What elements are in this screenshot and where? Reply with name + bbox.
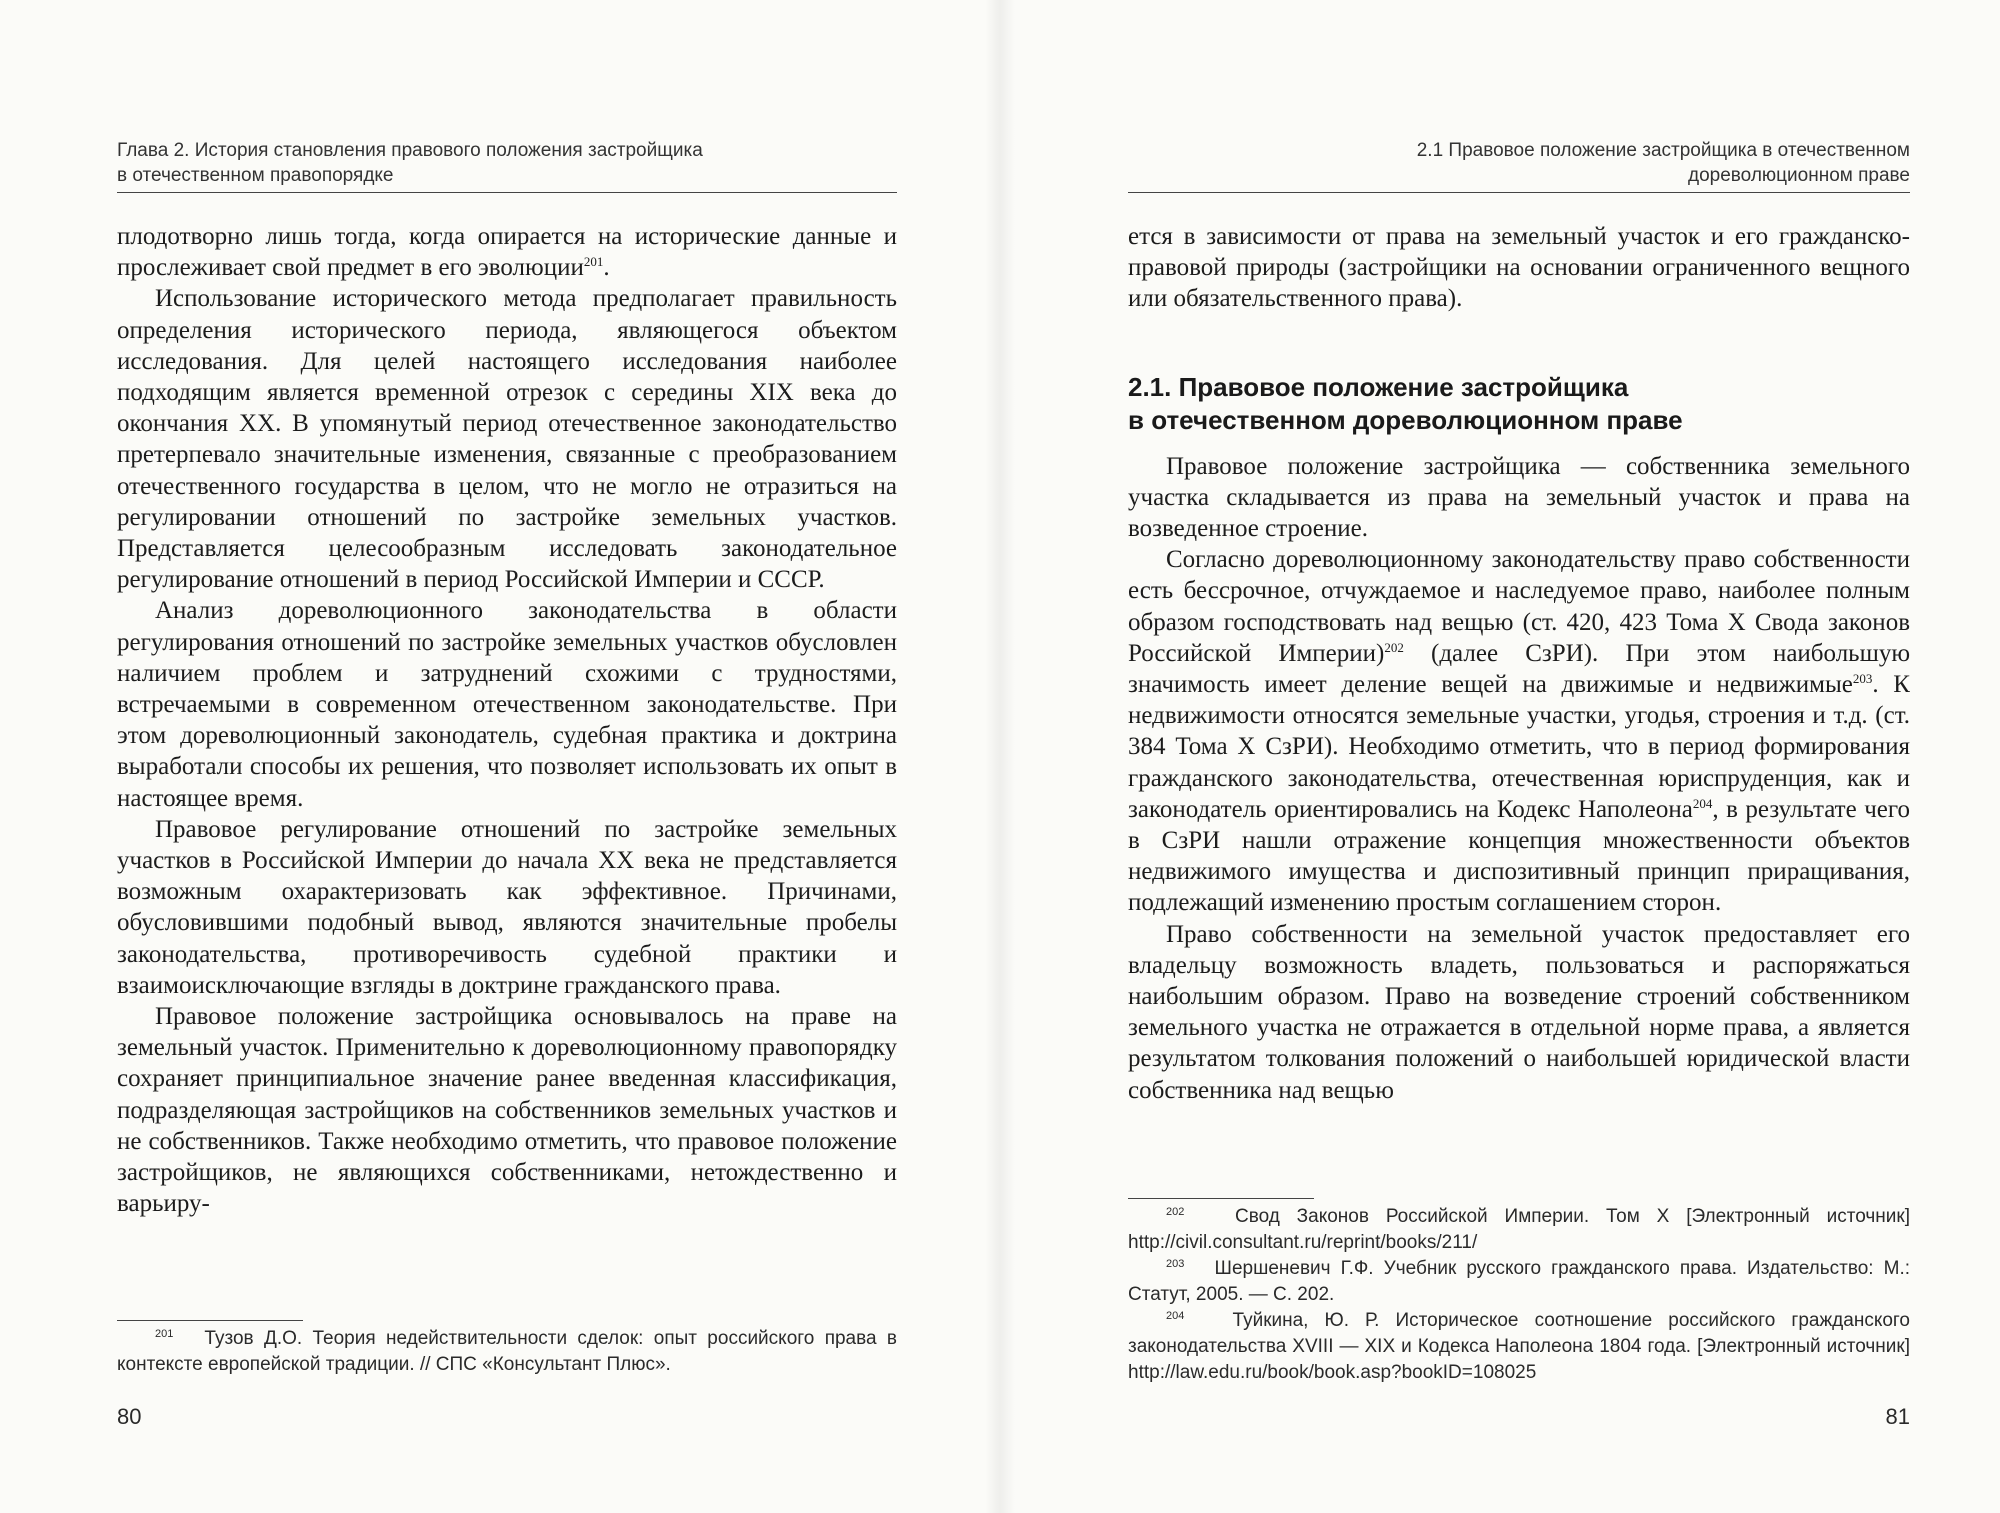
footnote-number: 203 bbox=[1166, 1258, 1185, 1270]
section-heading bbox=[1128, 371, 1910, 437]
footnotes bbox=[1128, 1204, 1910, 1386]
page-number: 80 bbox=[117, 1404, 142, 1429]
footnotes bbox=[117, 1326, 897, 1378]
running-head bbox=[117, 138, 897, 188]
footnote: $^{203}$ Шершеневич Г.Ф. Учебник русского гражданского права. Издательство: М.: Статут, 2005. — С. 202. bbox=[1128, 1258, 1910, 1305]
footnote-rule bbox=[117, 1320, 303, 1321]
footnote: $^{201}$ Тузов Д.О. Теория недействительности сделок: опыт российского права в контексте европейской традиции. // СПС «Консультант Плюс». bbox=[117, 1328, 897, 1375]
paragraph: Правовое регулирование отношений по застройке земельных участков в Российской Империи до начала XX века не представляется возможным охарактеризовать как эффективное. Причинами, обусловившими подобный вывод, являются значительные пробелы законодательства, противоречивость судебной практики и взаимоисключающие взгляды в доктрине гражданского права. bbox=[117, 815, 897, 999]
footnote-ref: 204 bbox=[1692, 795, 1713, 811]
page-number: 81 bbox=[1885, 1404, 1910, 1429]
footnote: $^{204}$ Туйкина, Ю. Р. Историческое соотношение российского гражданского законодательства XVIII — XIX и Кодекса Наполеона 1804 года. [Электронный источник] http://law.edu.ru/book/book.asp?bookID=108025 bbox=[1128, 1310, 1910, 1383]
paragraph: Правовое положение застройщика — собственника земельного участка складывается из права на земельный участок и права на возведенное строение. bbox=[1128, 452, 1910, 543]
footnote-number: 201 bbox=[155, 1328, 174, 1340]
footnote-number: 204 bbox=[1166, 1310, 1185, 1322]
section-heading-line: в отечественном дореволюционном праве bbox=[1128, 404, 1683, 435]
header-rule bbox=[1128, 192, 1910, 193]
footnote-ref: 202 bbox=[1384, 639, 1404, 655]
running-head bbox=[1128, 138, 1910, 188]
body-text bbox=[117, 221, 897, 1220]
section-heading-line: 2.1. Правовое положение застройщика bbox=[1128, 371, 1629, 402]
paragraph: плодотворно лишь тогда, когда опирается на исторические данные и прослеживает свой предмет в его эволюции$^{201}$. bbox=[117, 223, 897, 282]
footnote-ref: 201 bbox=[583, 254, 604, 270]
body-text bbox=[1128, 221, 1910, 1106]
footnote-rule bbox=[1128, 1198, 1314, 1199]
right-page bbox=[1000, 0, 2000, 1513]
paragraph: Согласно дореволюционному законодательству право собственности есть бессрочное, отчуждаемое и наследуемое право, наиболее полным образом господствовать над вещью (ст. 420, 423 Тома X Свода законов Российской Империи)$^{202}$ (далее СзРИ). При этом наибольшую значимость имеет деление вещей на движимые и недвижимые$^{203}$. К недвижимости относятся земельные участки, угодья, строения и т.д. (ст. 384 Тома X СзРИ). Необходимо отметить, что в период формирования гражданского законодательства, отечественная юриспруденция, как и законодатель ориентировались на Кодекс Наполеона$^{204}$, в результате чего в СзРИ нашли отражение концепция множественности объектов недвижимого имущества и диспозитивный принцип приращивания, подлежащий изменению простым соглашением сторон. bbox=[1128, 546, 1911, 917]
running-head-line: в отечественном правопорядке bbox=[117, 165, 394, 186]
footnote-ref: 203 bbox=[1852, 671, 1873, 687]
running-head-line: дореволюционном праве bbox=[1688, 165, 1910, 186]
paragraph: Анализ дореволюционного законодательства в области регулирования отношений по застройке земельных участков обусловлен наличием проблем и затруднений схожими с трудностями, встречаемыми в современном отечественном законодательстве. При этом дореволюционный законодатель, судебная практика и доктрина выработали способы их решения, что позволяет использовать их опыт в настоящее время. bbox=[117, 597, 897, 812]
paragraph: Правовое положение застройщика основывалось на праве на земельный участок. Применительно к дореволюционному правопорядку сохраняет принципиальное значение ранее введенная классификация, подразделяющая застройщиков на собственников земельных участков и не собственников. Также необходимо отметить, что правовое положение застройщиков, не являющихся собственниками, нетождественно и варьиру- bbox=[117, 1003, 897, 1218]
header-rule bbox=[117, 192, 897, 193]
footnote-number: 202 bbox=[1166, 1206, 1185, 1218]
paragraph: Использование исторического метода предполагает правильность определения исторического периода, являющегося объектом исследования. Для целей настоящего исследования наиболее подходящим является временной отрезок с середины XIX века до окончания XX. В упомянутый период отечественное законодательство претерпевало значительные изменения, связанные с преобразованием отечественного государства в целом, что не могло не отразиться на регулировании отношений по застройке земельных участков. Представляется целесообразным исследовать законодательное регулирование отношений в период Российской Империи и СССР. bbox=[117, 285, 897, 594]
running-head-line: 2.1 Правовое положение застройщика в отечественном bbox=[1416, 140, 1910, 161]
paragraph: ется в зависимости от права на земельный участок и его гражданско-правовой природы (застройщики на основании ограниченного вещного или обязательственного права). bbox=[1128, 223, 1910, 313]
paragraph: Право собственности на земельной участок предоставляет его владельцу возможность владеть, пользоваться и распоряжаться наибольшим образом. Право на возведение строений собственником земельного участка не отражается в отдельной норме права, а является результатом толкования положений о наибольшей юридической власти собственника над вещью bbox=[1128, 920, 1910, 1104]
running-head-line: Глава 2. История становления правового положения застройщика bbox=[117, 140, 703, 161]
footnote: $^{202}$ Свод Законов Российской Империи. Том X [Электронный источник] http://civil.consultant.ru/reprint/books/211/ bbox=[1128, 1206, 1910, 1253]
